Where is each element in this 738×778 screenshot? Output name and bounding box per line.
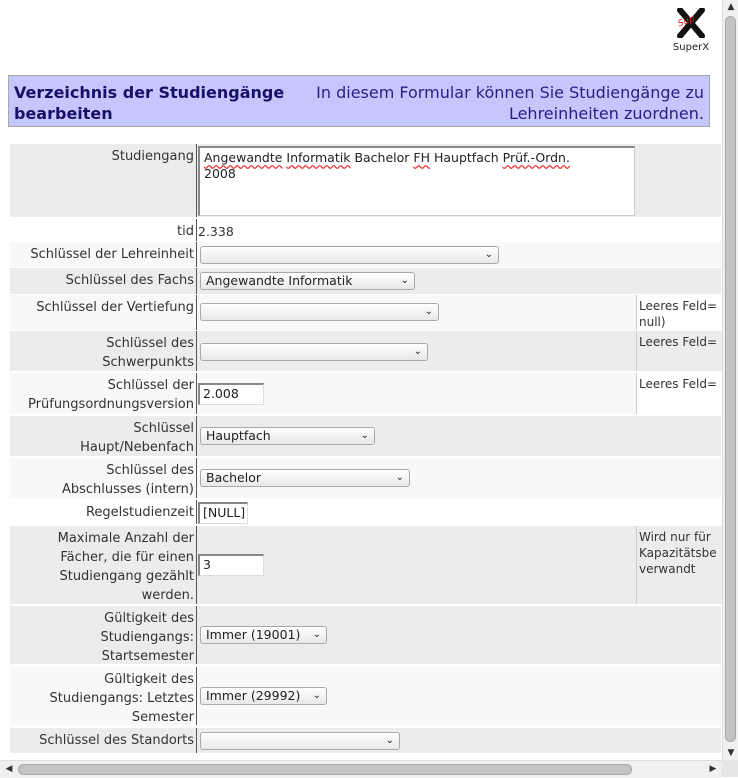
textarea-word: Hauptfach	[433, 150, 499, 165]
letztessemester-select[interactable]	[200, 687, 327, 705]
label-line: Schlüssel des	[106, 336, 194, 351]
select-value: Hauptfach	[206, 428, 271, 443]
startsemester-select[interactable]	[200, 626, 327, 644]
regelstudienzeit-input[interactable]: [NULL]	[198, 502, 248, 524]
row-divider	[196, 606, 197, 664]
textarea-word: FH	[413, 150, 430, 165]
select-value: Immer (19001)	[206, 627, 301, 642]
label-line: Startsemester	[101, 649, 194, 664]
label-line: Gültigkeit des	[104, 672, 194, 687]
chevron-down-icon: ⌄	[395, 472, 404, 483]
note-line: null)	[639, 315, 666, 329]
label-hauptneben	[10, 416, 194, 457]
note-cell	[636, 373, 722, 414]
horizontal-scroll-thumb[interactable]	[18, 764, 632, 775]
row-divider	[196, 331, 197, 371]
row-divider	[196, 500, 197, 524]
chevron-down-icon: ⌄	[385, 735, 394, 746]
row-divider	[196, 373, 197, 414]
tid-value: 2.338	[198, 224, 234, 239]
label-line: Abschlusses (intern)	[61, 482, 194, 497]
chevron-down-icon: ⌄	[312, 690, 321, 701]
vertical-scroll-thumb[interactable]	[725, 16, 736, 742]
abschluss-select[interactable]	[200, 469, 410, 487]
arrow-left-icon[interactable]: ◀	[5, 764, 13, 774]
svg-text:Sup: Sup	[676, 14, 697, 30]
studiengang-textarea[interactable]	[198, 146, 635, 216]
pruefungsordnung-note: Leeres Feld=	[639, 377, 717, 391]
row-lehreinheit	[10, 242, 721, 267]
label-line: Schlüssel des	[106, 463, 194, 478]
fach-select[interactable]	[200, 272, 415, 290]
chevron-down-icon: ⌄	[312, 629, 321, 640]
row-divider	[196, 268, 197, 294]
row-vertiefung	[10, 295, 721, 330]
label-studiengang: Studiengang	[111, 149, 194, 164]
note-line: Wird nur für	[639, 530, 711, 544]
chevron-down-icon: ⌄	[360, 430, 369, 441]
select-value: Immer (29992)	[206, 688, 301, 703]
maxfaecher-input[interactable]: 3	[198, 554, 264, 576]
label-abschluss	[10, 458, 194, 499]
label-startsemester	[10, 606, 194, 666]
note-cell	[636, 331, 722, 371]
label-fach: Schlüssel des Fachs	[65, 273, 194, 288]
note-cell	[636, 526, 722, 604]
arrow-up-icon[interactable]: ▲	[727, 2, 735, 12]
row-divider	[196, 667, 197, 725]
textarea-word: Prüf.-Ordn.	[502, 150, 570, 165]
row-divider	[196, 458, 197, 498]
chevron-down-icon: ⌄	[484, 249, 493, 260]
textarea-word: Bachelor	[354, 150, 410, 165]
label-standort: Schlüssel des Standorts	[39, 733, 194, 748]
note-line: verwandt	[639, 562, 696, 576]
row-letztessemester	[10, 667, 721, 725]
vertical-scrollbar[interactable]	[722, 0, 738, 760]
row-hauptneben	[10, 416, 721, 456]
row-divider	[196, 144, 197, 217]
label-line: Haupt/Nebenfach	[80, 440, 194, 455]
label-letztessemester	[10, 667, 194, 727]
label-regelstudienzeit: Regelstudienzeit	[85, 505, 194, 520]
row-divider	[196, 526, 197, 604]
row-divider	[196, 416, 197, 456]
row-maxfaecher	[10, 526, 721, 604]
pruefungsordnung-input[interactable]: 2.008	[198, 383, 264, 405]
row-pruefungsordnung	[10, 373, 721, 414]
superx-logo-icon	[676, 8, 706, 38]
textarea-word: Informatik	[286, 150, 351, 165]
label-line: Schlüssel	[133, 421, 194, 436]
row-abschluss	[10, 458, 721, 498]
label-line: Schlüssel der	[107, 378, 194, 393]
row-divider	[196, 242, 197, 267]
row-divider	[196, 219, 197, 241]
chevron-down-icon: ⌄	[424, 306, 433, 317]
label-line: Fächer, die für einen	[60, 550, 194, 565]
hauptneben-select[interactable]	[200, 427, 375, 445]
label-line: Prüfungsordnungsversion	[28, 397, 194, 412]
label-vertiefung: Schlüssel der Vertiefung	[36, 300, 194, 315]
page-hint: In diesem Formular können Sie Studiengänge zu Lehreinheiten zuordnen.	[316, 83, 704, 123]
label-pruefungsordnung	[10, 373, 194, 414]
label-line: Schwerpunkts	[102, 355, 194, 370]
label-line: Semester	[131, 710, 194, 725]
logo-text: SuperX	[672, 42, 710, 53]
horizontal-scrollbar[interactable]	[0, 760, 722, 778]
select-value: Angewandte Informatik	[206, 273, 353, 288]
chevron-down-icon: ⌄	[413, 346, 422, 357]
row-schwerpunkt	[10, 331, 721, 371]
label-lehreinheit: Schlüssel der Lehreinheit	[30, 247, 194, 262]
label-line: Gültigkeit des	[104, 611, 194, 626]
arrow-down-icon[interactable]: ▼	[727, 748, 735, 758]
lehreinheit-select[interactable]	[200, 246, 499, 264]
label-schwerpunkt	[10, 331, 194, 372]
scrollbar-corner	[722, 760, 738, 777]
chevron-down-icon: ⌄	[400, 275, 409, 286]
page-title: Verzeichnis der Studiengänge bearbeiten	[14, 83, 285, 123]
label-line: Maximale Anzahl der	[57, 531, 194, 546]
row-standort	[10, 728, 721, 753]
label-line: Studiengang gezählt	[59, 569, 194, 584]
row-studiengang	[10, 144, 721, 217]
note-line: Kapazitätsbe	[639, 546, 717, 560]
textarea-word: Angewandte	[204, 150, 283, 165]
row-divider	[196, 728, 197, 753]
schwerpunkt-note: Leeres Feld=	[639, 335, 717, 349]
select-value: Bachelor	[206, 470, 261, 485]
maxfaecher-note	[639, 529, 717, 577]
vertiefung-note	[639, 298, 717, 330]
note-line: Leeres Feld=	[639, 299, 717, 313]
row-startsemester	[10, 606, 721, 664]
textarea-line: 2008	[204, 166, 236, 181]
row-regelstudienzeit	[10, 500, 721, 524]
schwerpunkt-select[interactable]	[200, 343, 428, 361]
label-maxfaecher	[10, 526, 194, 605]
row-divider	[196, 295, 197, 330]
vertiefung-select[interactable]	[200, 303, 439, 321]
superx-logo[interactable]	[668, 8, 714, 56]
label-line: Studiengangs: Letztes	[49, 691, 194, 706]
note-cell	[636, 295, 722, 330]
row-fach	[10, 268, 721, 294]
row-tid	[10, 219, 721, 241]
label-line: werden.	[141, 588, 194, 603]
arrow-right-icon[interactable]: ▶	[709, 764, 717, 774]
label-tid: tid	[177, 224, 194, 239]
form-header	[8, 75, 710, 127]
standort-select[interactable]	[200, 732, 400, 750]
label-line: Studiengangs:	[100, 630, 194, 645]
